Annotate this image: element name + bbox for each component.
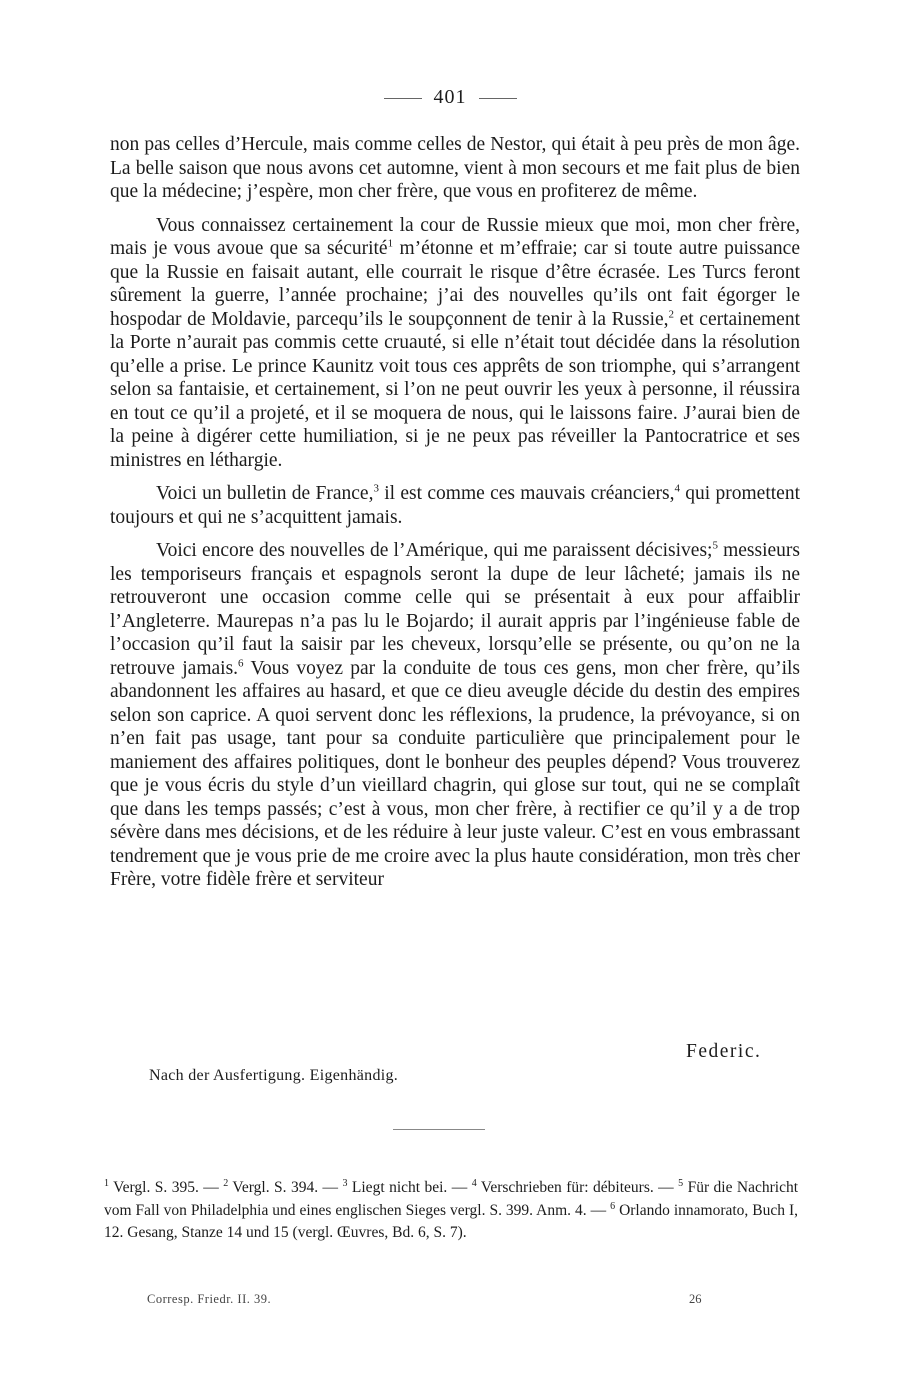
paragraph-3-text-c: qui promettent toujours et qui ne s’acquittent jamais. [110, 483, 800, 528]
footnote-number-6: 6 [610, 1200, 616, 1212]
footnotes [104, 1177, 798, 1245]
footnote-number-5: 5 [678, 1177, 684, 1189]
paragraph-2-text-b: m’étonne et m’effraie; car si toute autre puissance que la Russie en faisait autant, elle courrait le risque d’être écrasée. Les Turcs feront sûrement la guerre, l’année prochaine; j’ai des nouvelles qu’ils ont fait égorger le hospodar de Moldavie, parcequ’ils le soupçonnent de tenir à la Russie, [110, 238, 800, 330]
letter-body [110, 133, 800, 902]
footnote-text-5: Für die Nachricht vom Fall von Philadelphia und eines englischen Sieges vergl. S. 399. Anm. 4. — [104, 1179, 799, 1219]
signature: Federic. [686, 1041, 762, 1062]
header-rule-right [479, 98, 517, 99]
paragraph-3-text-b: il est comme ces mauvais créanciers, [378, 483, 675, 504]
paragraph-2-text-c: et certainement la Porte n’aurait pas commis cette cruauté, si elle n’était tout décidée dans la résolution qu’elle a prise. Le prince Kaunitz voit tous ces apprêts de son triomphe, qui s’arrangent selon sa fantaisie, et certainement, si l’on ne peut ouvrir les yeux à personne, il réussira en tout ce qu’il a projeté, et il se moquera de nous, qui le laissons faire. J’aurai bien de la peine à digérer cette humiliation, si je ne peux pas réveiller la Pantocratrice et ses ministres en léthargie. [110, 308, 800, 471]
page-header [0, 86, 900, 109]
footnote-ref-3: 3 [373, 482, 379, 495]
footnote-ref-4: 4 [674, 482, 680, 495]
footnote-number-3: 3 [342, 1177, 348, 1189]
footnote-text-3: Liegt nicht bei. — [347, 1179, 472, 1196]
footer-sheet-number: 26 [689, 1292, 702, 1306]
paragraph-1-text: non pas celles d’Hercule, mais comme celles de Nestor, qui était à peu près de mon âge. La belle saison que nous avons cet automne, vient à mon secours et me fait plus de bien que la médecine; j’espère, mon cher frère, que vous en profiterez de même. [110, 134, 800, 202]
footnote-ref-2: 2 [668, 308, 675, 320]
source-note: Nach der Ausfertigung. Eigenhändig. [149, 1067, 399, 1084]
footnote-text-2: Vergl. S. 394. — [228, 1179, 343, 1196]
paragraph-4-text-a: Voici encore des nouvelles de l’Amérique, qui me paraissent décisives; [156, 540, 713, 561]
footer-signature-mark: Corresp. Friedr. II. 39. [147, 1292, 272, 1306]
paragraph-3 [110, 482, 800, 529]
footnote-text-6: Orlando innamorato, Buch I, 12. Gesang, Stanze 14 und 15 (vergl. Œuvres, Bd. 6, S. 7). [104, 1201, 798, 1241]
footnote-ref-1: 1 [387, 237, 394, 250]
page-number: 401 [433, 86, 467, 108]
paragraph-4-text-b: messieurs les temporiseurs français et espagnols seront la dupe de leur lâcheté; jamais ils ne retrouveront une occasion comme celle qui se présentait à eux pour affaiblir l’Angleterre. Maurepas n’a pas lu le Bojardo; il aurait appris par l’ingénieuse fable de l’occasion qu’il faut la saisir par les cheveux, lorsqu’elle se présente, ou qu’on ne la retrouve jamais. [110, 540, 800, 679]
section-separator [393, 1129, 485, 1130]
paragraph-2 [110, 214, 800, 473]
footnote-text-4: Verschrieben für: débiteurs. — [476, 1179, 679, 1196]
paragraph-3-text-a: Voici un bulletin de France, [156, 483, 374, 504]
paragraph-4-text-c: Vous voyez par la conduite de tous ces gens, mon cher frère, qu’ils abandonnent les affaires au hasard, et que ce dieu aveugle décide du destin des empires selon son caprice. A quoi servent donc les réflexions, la prudence, la prévoyance, si on n’en fait pas usage, tant pour sa conduite particulière que principalement pour le maniement des affaires politiques, dont le bonheur des peuples dépend? Vous trouverez que je vous écris du style d’un vieillard chagrin, qui glose sur tout, qui ne se complaît que dans les temps passés; c’est à vous, mon cher frère, à rectifier ce qu’il y a de trop sévère dans mes décisions, et de les réduire à leur juste valeur. C’est en vous embrassant tendrement que je vous prie de me croire avec la plus haute considération, mon très cher Frère, votre fidèle frère et serviteur [110, 657, 800, 890]
footnote-text-1: Vergl. S. 395. — [109, 1179, 224, 1196]
header-rule-left [384, 98, 422, 99]
paragraph-4 [110, 539, 800, 892]
footnote-number-2: 2 [223, 1177, 229, 1189]
paragraph-1 [110, 133, 800, 204]
footnote-ref-5: 5 [712, 539, 718, 552]
footnote-ref-6: 6 [238, 657, 244, 669]
footnote-number-4: 4 [471, 1177, 477, 1189]
paragraph-2-text-a: Vous connaissez certainement la cour de Russie mieux que moi, mon cher frère, mais je vous avoue que sa sécurité [110, 214, 800, 259]
footnote-number-1: 1 [104, 1177, 109, 1189]
